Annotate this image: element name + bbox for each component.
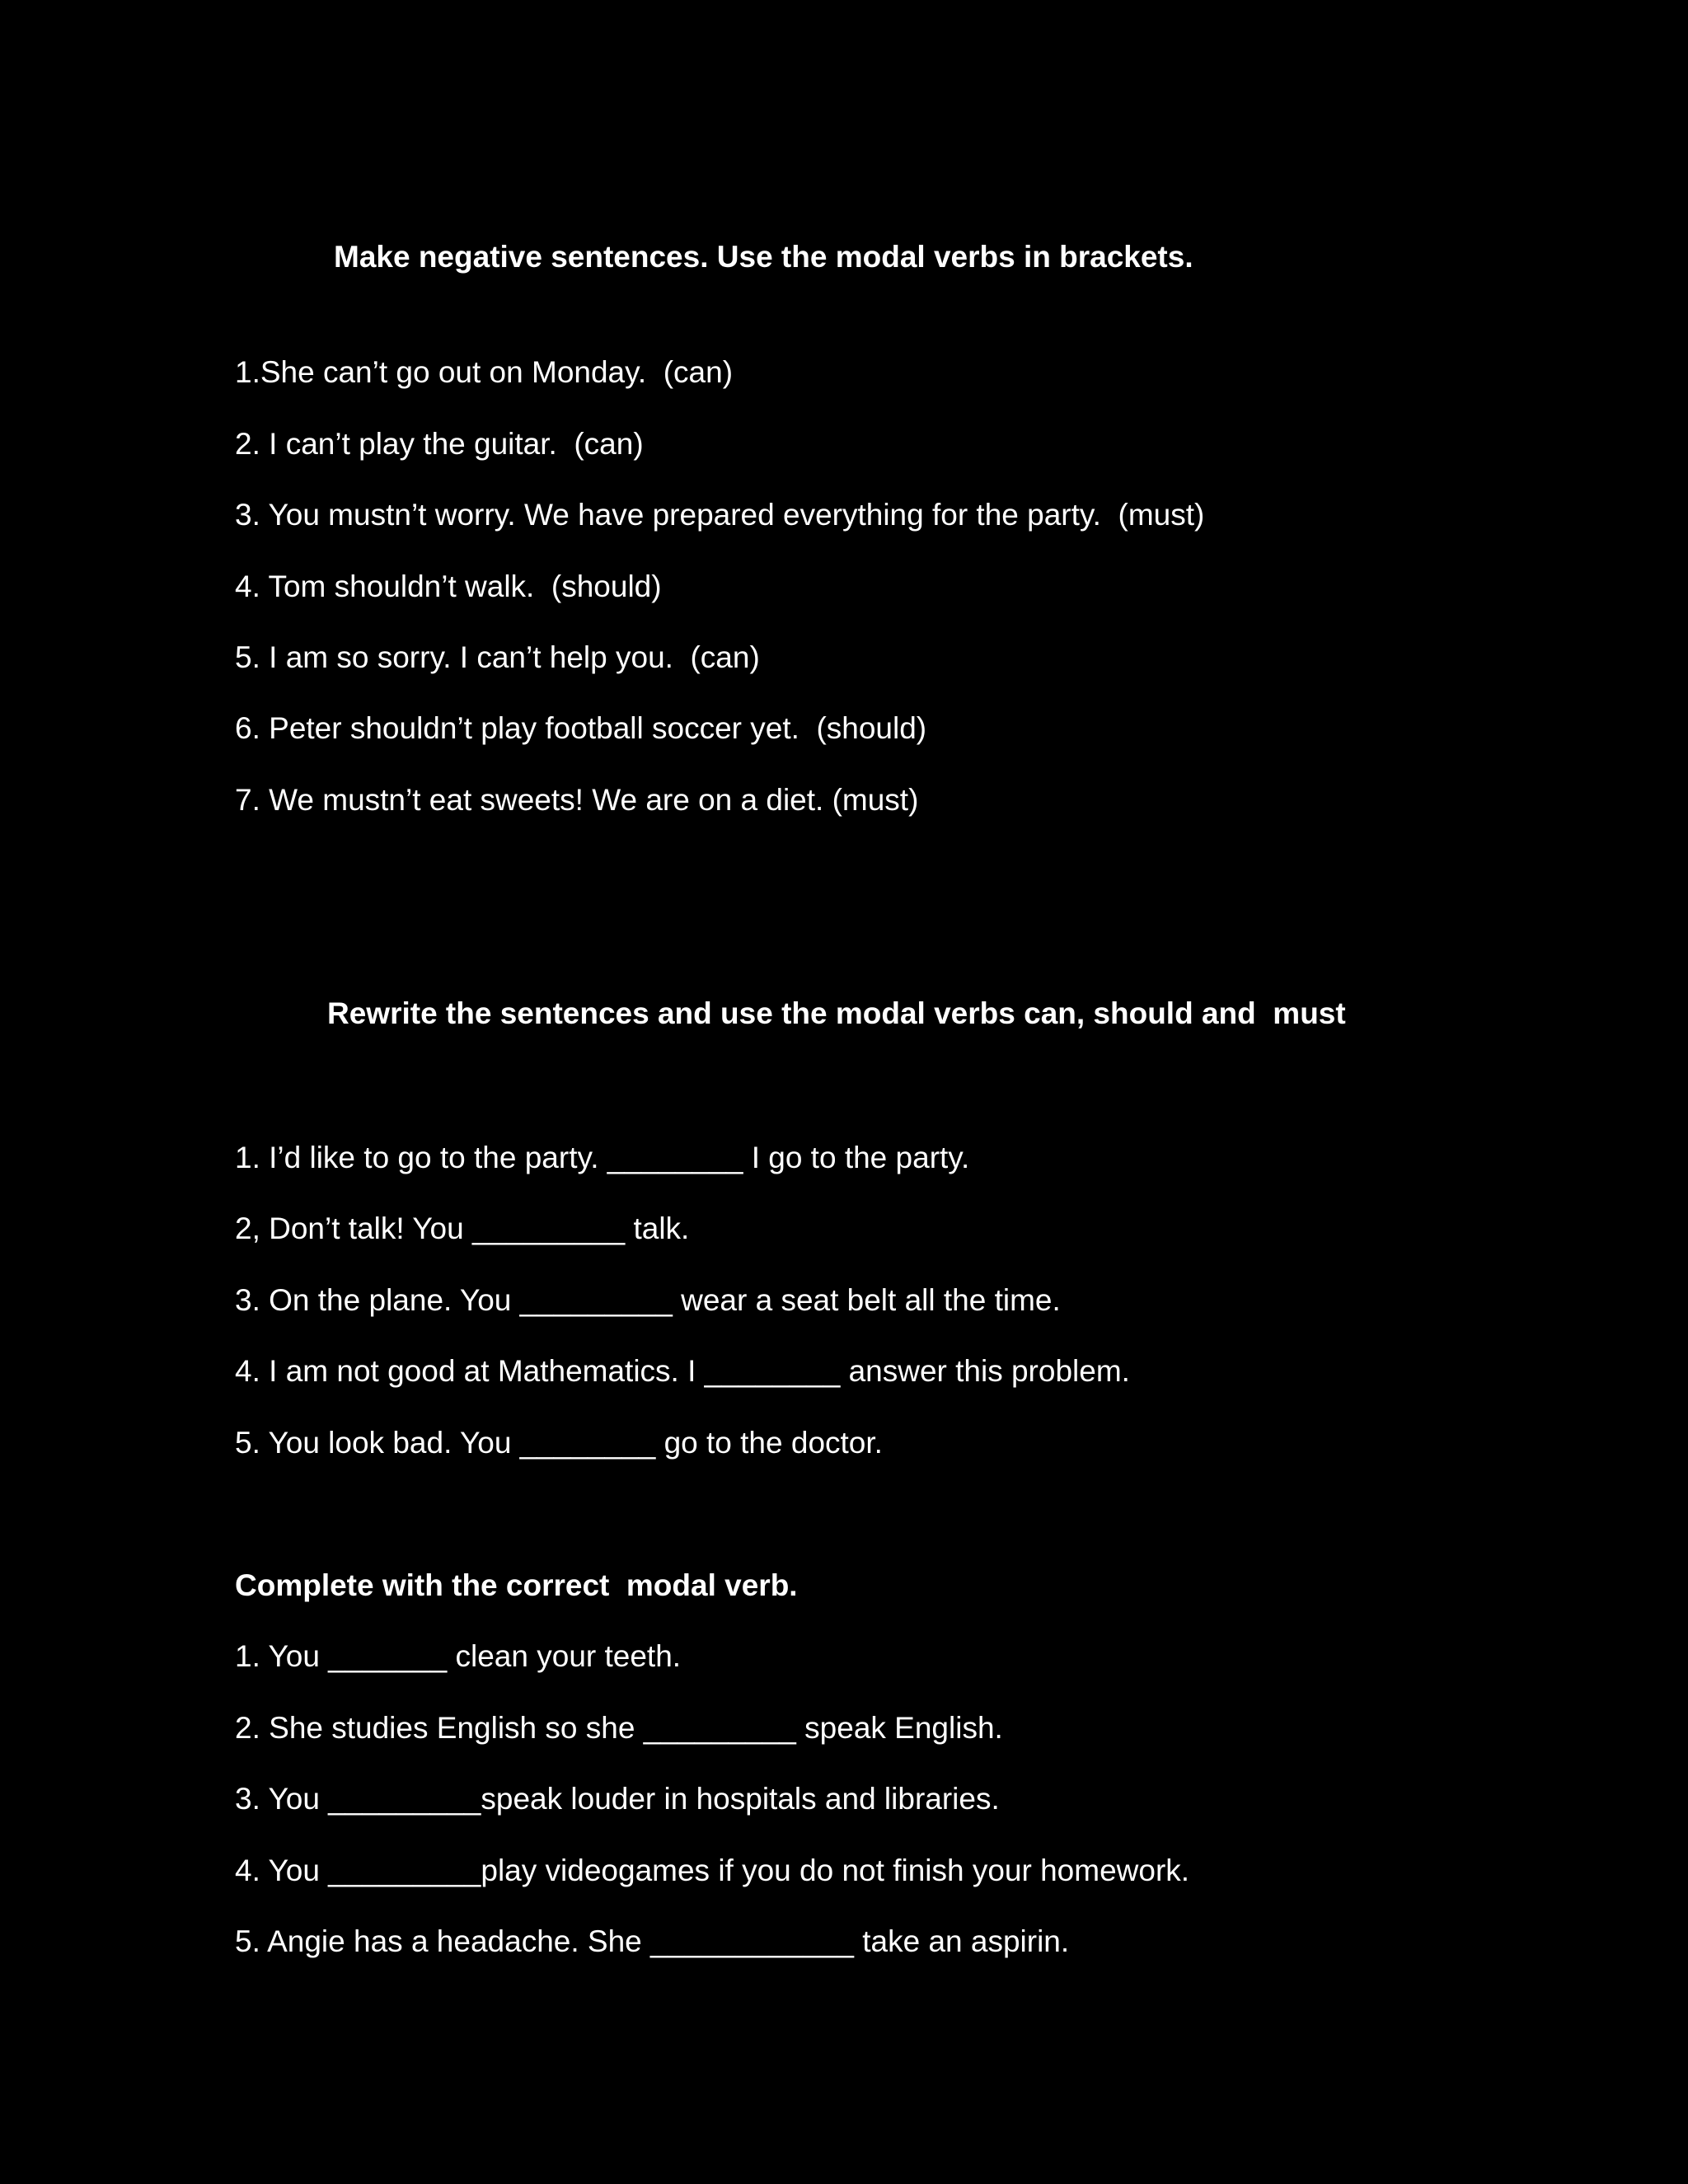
section3-heading: Complete with the correct modal verb. xyxy=(235,1568,798,1602)
section2-item-2: 2, Don’t talk! You _________ talk. xyxy=(235,1212,690,1245)
section1-item-1: 1.She can’t go out on Monday. (can) xyxy=(235,355,734,389)
section1-heading: Make negative sentences. Use the modal verbs in brackets. xyxy=(334,240,1193,274)
section3-item-4: 4. You _________play videogames if you do not finish your homework. xyxy=(235,1854,1190,1887)
section2-item-3: 3. On the plane. You _________ wear a seat belt all the time. xyxy=(235,1283,1061,1317)
section1-item-5: 5. I am so sorry. I can’t help you. (can) xyxy=(235,640,760,674)
section1-item-4: 4. Tom shouldn’t walk. (should) xyxy=(235,569,662,603)
section2-item-5: 5. You look bad. You ________ go to the doctor. xyxy=(235,1426,883,1460)
section1-item-3: 3. You mustn’t worry. We have prepared everything for the party. (must) xyxy=(235,498,1205,532)
section1-item-6: 6. Peter shouldn’t play football soccer yet. (should) xyxy=(235,711,927,745)
section2-item-4: 4. I am not good at Mathematics. I ________ answer this problem. xyxy=(235,1354,1130,1388)
section2-item-1: 1. I’d like to go to the party. ________ I go to the party. xyxy=(235,1141,970,1174)
section3-item-2: 2. She studies English so she _________ speak English. xyxy=(235,1711,1003,1745)
section3-item-1: 1. You _______ clean your teeth. xyxy=(235,1639,682,1673)
section3-item-5: 5. Angie has a headache. She ____________ take an aspirin. xyxy=(235,1924,1070,1958)
section3-item-3: 3. You _________speak louder in hospitals and libraries. xyxy=(235,1782,1000,1816)
section1-item-7: 7. We mustn’t eat sweets! We are on a diet. (must) xyxy=(235,783,919,817)
section2-heading: Rewrite the sentences and use the modal verbs can, should and must xyxy=(327,996,1346,1030)
section1-item-2: 2. I can’t play the guitar. (can) xyxy=(235,427,644,461)
